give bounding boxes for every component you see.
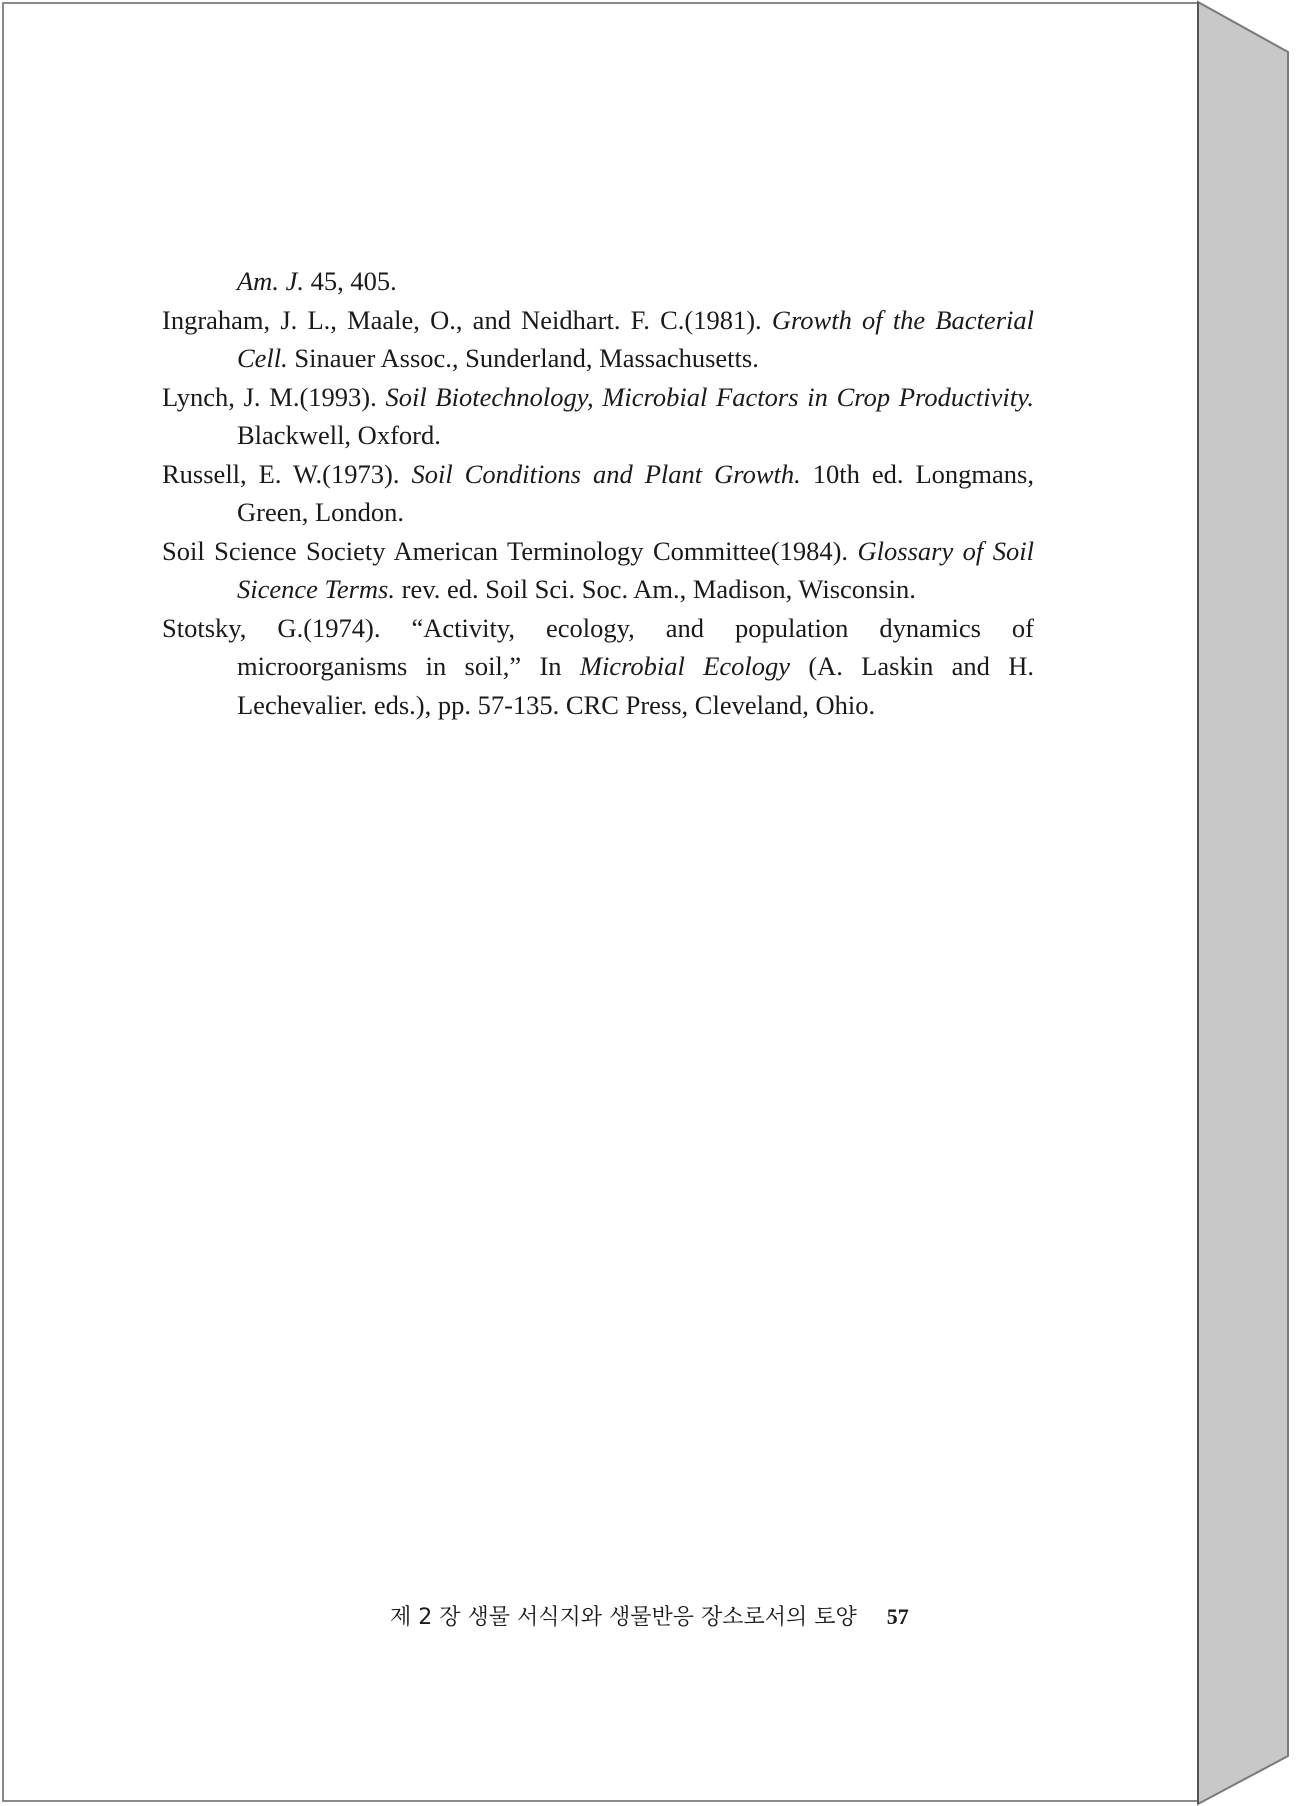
- page-number: 57: [886, 1604, 909, 1629]
- reference-entry: Soil Science Society American Terminology Committee(1984). Glossary of Soil Sicence Terms. rev. ed. Soil Sci. Soc. Am., Madison, Wisconsin.: [162, 535, 1034, 604]
- book-title: Microbial Ecology: [579, 651, 791, 681]
- reference-list: [162, 262, 1034, 724]
- reference-entry: Ingraham, J. L., Maale, O., and Neidhart. F. C.(1981). Growth of the Bacterial Cell. Sinauer Assoc., Sunderland, Massachusetts.: [162, 304, 1034, 373]
- running-title: 제 2 장 생물 서식지와 생물반응 장소로서의 토양: [390, 1605, 857, 1630]
- journal-title: Am. J.: [237, 266, 304, 296]
- book-title: Soil Conditions and Plant Growth.: [411, 458, 801, 489]
- book-title: Soil Biotechnology, Microbial Factors in Crop Productivity.: [385, 381, 1034, 412]
- reference-entry: Lynch, J. M.(1993). Soil Biotechnology, Microbial Factors in Crop Productivity. Blackwell, Oxford.: [162, 381, 1034, 450]
- book-title: Glossary of Soil Sicence Terms.: [237, 535, 1034, 604]
- book-title: Growth of the Bacterial Cell.: [237, 304, 1034, 373]
- reference-entry: Stotsky, G.(1974). “Activity, ecology, and population dynamics of microorganisms in soil,” In Microbial Ecology (A. Laskin and H. Lechevalier. eds.), pp. 57-135. CRC Press, Cleveland, Ohio.: [162, 612, 1034, 720]
- reference-entry: Am. J. 45, 405.: [237, 266, 397, 296]
- reference-entry: Russell, E. W.(1973). Soil Conditions and Plant Growth. 10th ed. Longmans, Green, London.: [162, 458, 1034, 527]
- page-footer: [390, 1600, 1010, 1631]
